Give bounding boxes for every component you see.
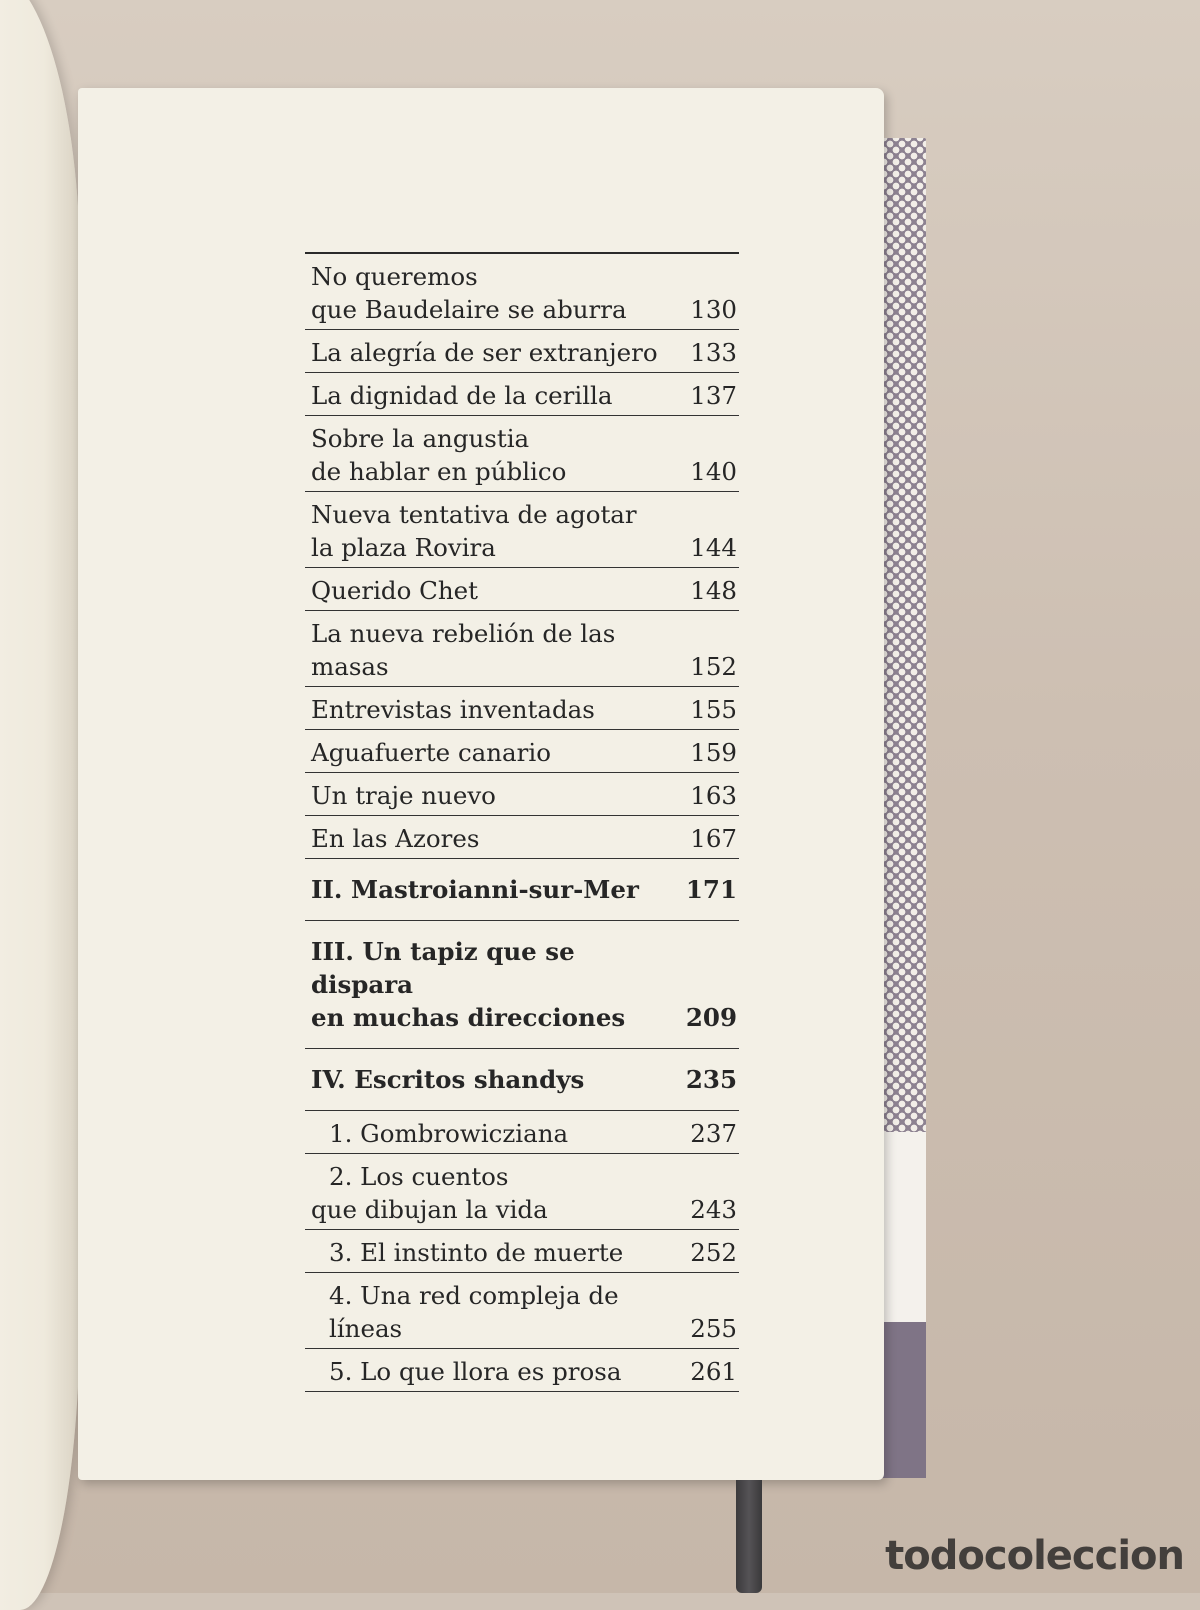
toc-entry-title [311, 617, 680, 683]
toc-entry [305, 611, 739, 687]
toc-entry-title-line: 2. Los cuentos [329, 1162, 509, 1191]
toc-entry-title [311, 422, 680, 488]
table-of-contents [305, 252, 739, 1392]
toc-entry-title-line: IV. Escritos shandys [311, 1065, 585, 1094]
toc-entry-title [311, 1063, 676, 1096]
toc-entry-title-line: Nueva tentativa de agotar [311, 500, 637, 529]
toc-entry-page-number: 159 [690, 738, 737, 767]
toc-entry [305, 1273, 739, 1349]
toc-entry [305, 921, 739, 1049]
toc-entry-title [311, 873, 676, 906]
toc-entry-page-number: 148 [690, 576, 737, 605]
toc-entry-title-line: Entrevistas inventadas [311, 695, 595, 724]
left-page [0, 0, 80, 1610]
toc-entry-title-line: No queremos [311, 262, 478, 291]
toc-entry [305, 730, 739, 773]
toc-entry-title [311, 1160, 680, 1226]
toc-entry-page-number: 237 [690, 1119, 737, 1148]
toc-entry-title [311, 574, 680, 607]
toc-entry-title [311, 1236, 680, 1269]
toc-entry [305, 1349, 739, 1392]
toc-entry-title-line: Sobre la angustia [311, 424, 530, 453]
toc-entry-page-number: 261 [690, 1357, 737, 1386]
toc-entry-page-number: 255 [690, 1314, 737, 1343]
toc-entry-page-number: 243 [690, 1195, 737, 1224]
toc-entry-page-number: 167 [690, 824, 737, 853]
toc-entry-page-number: 137 [690, 381, 737, 410]
toc-entry-title-line: 4. Una red compleja de líneas [329, 1281, 619, 1343]
toc-entry-title [311, 260, 680, 326]
toc-entry-title-line: Un traje nuevo [311, 781, 496, 810]
toc-entry-title [311, 1117, 680, 1150]
toc-entry-title [311, 736, 680, 769]
toc-entry-title [311, 1355, 680, 1388]
toc-entry-title-line: III. Un tapiz que se dispara [311, 937, 575, 999]
toc-entry-page-number: 130 [690, 295, 737, 324]
toc-entry-title-line: 1. Gombrowicziana [329, 1119, 569, 1148]
toc-entry-title [311, 935, 676, 1034]
toc-entry-title [311, 336, 680, 369]
toc-entry-page-number: 155 [690, 695, 737, 724]
toc-entry [305, 416, 739, 492]
toc-entry [305, 1111, 739, 1154]
toc-entry-page-number: 209 [685, 1003, 737, 1032]
bookmark-ribbon [736, 1480, 762, 1593]
toc-entry-title [311, 498, 680, 564]
toc-entry-title-line: que Baudelaire se aburra [311, 295, 627, 324]
watermark: todocoleccion [885, 1533, 1184, 1579]
toc-entry-title-line: II. Mastroianni-sur-Mer [311, 875, 639, 904]
toc-entry-page-number: 133 [690, 338, 737, 367]
toc-entry-title [311, 822, 680, 855]
toc-entry-page-number: 140 [690, 457, 737, 486]
toc-entry-title-line: de hablar en público [311, 457, 567, 486]
toc-entry-page-number: 163 [690, 781, 737, 810]
toc-entry-title-line: 5. Lo que llora es prosa [329, 1357, 622, 1386]
toc-entry-page-number: 152 [690, 652, 737, 681]
toc-entry [305, 687, 739, 730]
toc-entry [305, 816, 739, 859]
toc-entry-title-line: que dibujan la vida [311, 1195, 548, 1224]
toc-entry-title-line: en muchas direcciones [311, 1003, 626, 1032]
toc-entry [305, 373, 739, 416]
toc-entry-title [311, 379, 680, 412]
toc-entry-page-number: 171 [685, 875, 737, 904]
toc-entry [305, 1049, 739, 1111]
toc-entry-title [311, 1279, 680, 1345]
toc-entry-page-number: 252 [690, 1238, 737, 1267]
toc-entry-title-line: Aguafuerte canario [311, 738, 551, 767]
toc-entry-title-line: En las Azores [311, 824, 480, 853]
toc-entry-title-line: La dignidad de la cerilla [311, 381, 613, 410]
toc-entry [305, 859, 739, 921]
toc-entry-title-line: 3. El instinto de muerte [329, 1238, 624, 1267]
toc-entry [305, 1154, 739, 1230]
toc-entry [305, 568, 739, 611]
toc-entry [305, 1230, 739, 1273]
toc-entry [305, 254, 739, 330]
toc-entry-title [311, 779, 680, 812]
toc-entry-title-line: La alegría de ser extranjero [311, 338, 658, 367]
toc-entry [305, 492, 739, 568]
toc-entry [305, 330, 739, 373]
toc-entry-title-line: La nueva rebelión de las masas [311, 619, 616, 681]
toc-entry-page-number: 235 [685, 1065, 737, 1094]
toc-entry-title-line: la plaza Rovira [311, 533, 496, 562]
toc-entry-page-number: 144 [690, 533, 737, 562]
toc-entry [305, 773, 739, 816]
toc-entry-title [311, 693, 680, 726]
toc-entry-title-line: Querido Chet [311, 576, 479, 605]
